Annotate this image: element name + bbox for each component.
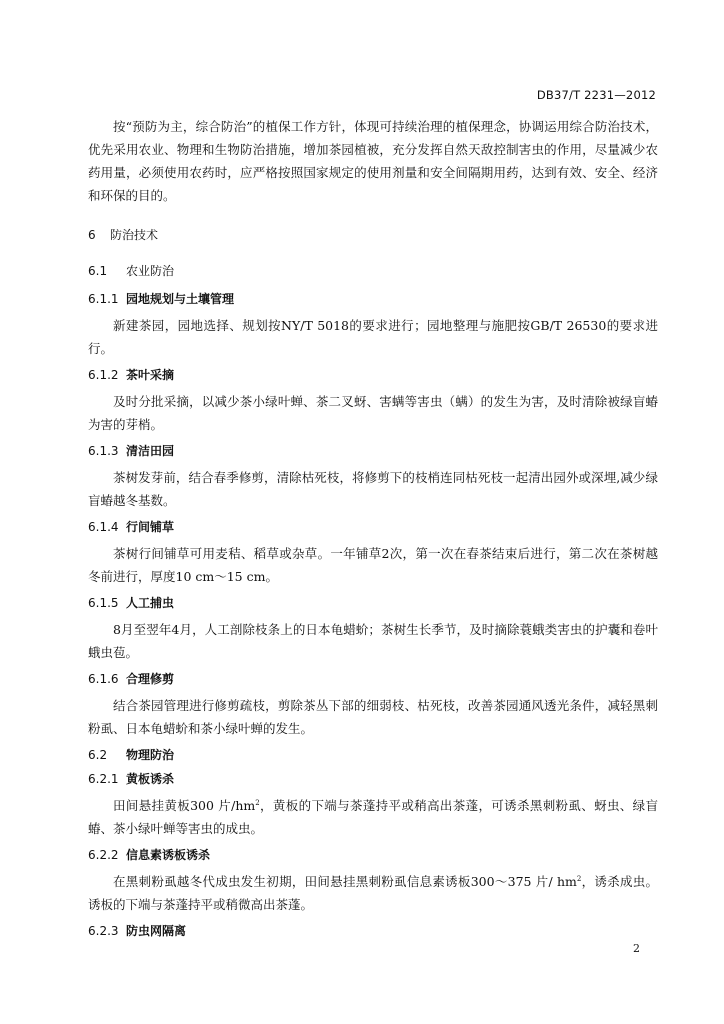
section-6-1-2-text: 及时分批采摘，以减少茶小绿叶蝉、茶二叉蚜、害螨等害虫（螨）的发生为害，及时清除被绿盲蝽为害的芽梢。 bbox=[88, 394, 658, 432]
section-number: 6.2 bbox=[88, 748, 108, 762]
section-number: 6.1.1 bbox=[88, 292, 119, 306]
text-part: ，黄板的下端与茶蓬持平或稍高出茶蓬，可诱杀黑刺粉虱、蚜虫、绿盲蝽、茶小绿叶蝉等害虫的成虫。 bbox=[88, 798, 658, 836]
section-6-1-1-heading bbox=[88, 289, 658, 309]
section-6-2-2-heading bbox=[88, 845, 658, 865]
section-number: 6.1.5 bbox=[88, 596, 119, 610]
section-6-1-5-heading bbox=[88, 593, 658, 613]
section-title: 行间铺草 bbox=[126, 520, 175, 534]
text-part: 在黑刺粉虱越冬代成虫发生初期，田间悬挂黑刺粉虱信息素诱板300～375 片/ hm bbox=[113, 874, 577, 889]
section-title: 信息素诱板诱杀 bbox=[126, 848, 211, 862]
section-title: 人工捕虫 bbox=[126, 596, 175, 610]
section-title: 合理修剪 bbox=[126, 672, 175, 686]
section-6-1-1-text: 新建茶园，园地选择、规划按NY/T 5018的要求进行；园地整理与施肥按GB/T 26530的要求进行。 bbox=[88, 318, 658, 356]
section-6-1-2-heading bbox=[88, 365, 658, 385]
page-content bbox=[88, 115, 658, 941]
section-6-1-6-heading bbox=[88, 669, 658, 689]
section-6-2-3-heading bbox=[88, 921, 658, 941]
intro-paragraph: 按“预防为主，综合防治”的植保工作方针，体现可持续治理的植保理念，协调运用综合防治技术，优先采用农业、物理和生物防治措施，增加茶园植被，充分发挥自然天敌控制害虫的作用，尽量减少农药用量，必须使用农药时，应严格按照国家规定的使用剂量和安全间隔期用药，达到有效、安全、经济和环保的目的。 bbox=[88, 119, 658, 203]
text-part: 田间悬挂黄板300 片/hm bbox=[113, 798, 256, 813]
section-number: 6.2.1 bbox=[88, 772, 119, 786]
section-number: 6 bbox=[88, 228, 96, 242]
section-6-1-3-heading bbox=[88, 441, 658, 461]
section-number: 6.2.3 bbox=[88, 924, 119, 938]
section-title: 防虫网隔离 bbox=[126, 924, 187, 938]
section-6-2-2-text bbox=[88, 870, 658, 916]
section-number: 6.1 bbox=[88, 264, 108, 278]
section-number: 6.1.3 bbox=[88, 444, 119, 458]
section-6-1-4-text: 茶树行间铺草可用麦秸、稻草或杂草。一年铺草2次，第一次在春茶结束后进行，第二次在茶树越冬前进行，厚度10 cm～15 cm。 bbox=[88, 546, 658, 584]
section-6-1-heading bbox=[88, 260, 658, 283]
section-number: 6.2.2 bbox=[88, 848, 119, 862]
section-title: 防治技术 bbox=[110, 228, 159, 242]
section-title: 黄板诱杀 bbox=[126, 772, 175, 786]
superscript: 2 bbox=[255, 798, 260, 807]
section-6-1-6-text: 结合茶园管理进行修剪疏枝，剪除茶丛下部的细弱枝、枯死枝，改善茶园通风透光条件，减轻黑刺粉虱、日本龟蜡蚧和茶小绿叶蝉的发生。 bbox=[88, 698, 658, 736]
section-title: 物理防治 bbox=[126, 748, 175, 762]
document-code-header: DB37/T 2231—2012 bbox=[536, 88, 656, 102]
section-6-1-4-heading bbox=[88, 517, 658, 537]
section-6-heading bbox=[88, 224, 658, 247]
section-title: 茶叶采摘 bbox=[126, 368, 175, 382]
section-number: 6.1.6 bbox=[88, 672, 119, 686]
superscript: 2 bbox=[576, 874, 582, 883]
section-title: 农业防治 bbox=[126, 264, 175, 278]
section-number: 6.1.2 bbox=[88, 368, 119, 382]
text-part: ，诱杀成虫。诱板的下端与茶蓬持平或稍微高出茶蓬。 bbox=[88, 874, 658, 912]
section-6-2-heading bbox=[88, 745, 658, 765]
section-number: 6.1.4 bbox=[88, 520, 119, 534]
page-number: 2 bbox=[633, 942, 640, 955]
section-6-2-1-heading bbox=[88, 769, 658, 789]
section-6-1-3-text: 茶树发芽前，结合春季修剪，清除枯死枝，将修剪下的枝梢连同枯死枝一起清出园外或深埋,减少绿盲蝽越冬基数。 bbox=[88, 470, 658, 508]
section-6-2-1-text bbox=[88, 794, 658, 840]
section-title: 园地规划与土壤管理 bbox=[126, 292, 235, 306]
section-title: 清洁田园 bbox=[126, 444, 175, 458]
section-6-1-5-text: 8月至翌年4月，人工剖除枝条上的日本龟蜡蚧；茶树生长季节，及时摘除蓑蛾类害虫的护囊和卷叶蛾虫苞。 bbox=[88, 622, 658, 660]
